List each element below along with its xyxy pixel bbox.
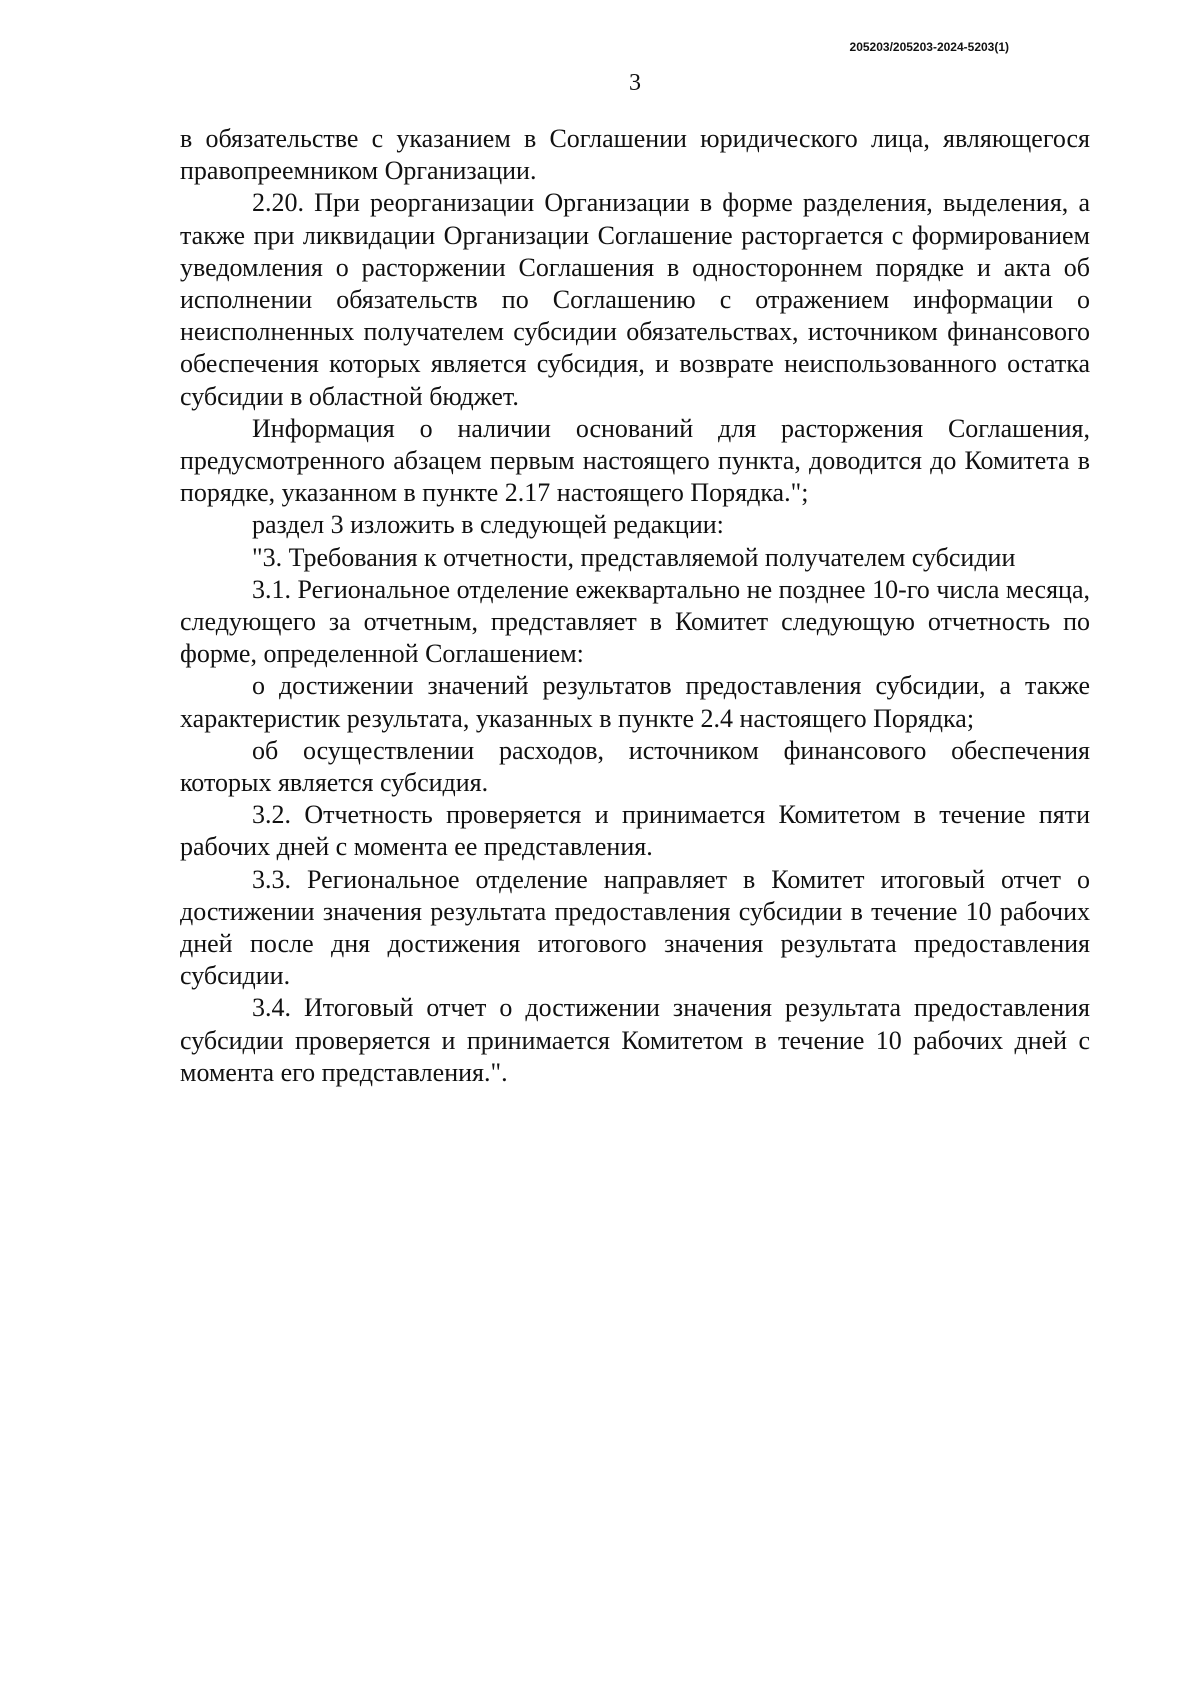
paragraph-3-2: 3.2. Отчетность проверяется и принимается Комитетом в течение пяти рабочих дней с момента ее представления. [180, 800, 1090, 862]
paragraph-3-3: 3.3. Региональное отделение направляет в Комитет итоговый отчет о достижении значения результата предоставления субсидии в течение 10 рабочих дней после дня достижения итогового значения результата предоставления субсидии. [180, 864, 1090, 991]
paragraph-3-4: 3.4. Итоговый отчет о достижении значения результата предоставления субсидии проверяется и принимается Комитетом в течение 10 рабочих дней с момента его представления.". [180, 993, 1090, 1087]
paragraph-2-20: 2.20. При реорганизации Организации в форме разделения, выделения, а также при ликвидации Организации Соглашение расторгается с формированием уведомления о расторжении Соглашения в одностороннем порядке и акта об исполнении обязательств по Соглашению с отражением информации о неисполненных получателем субсидии обязательствах, источником финансового обеспечения которых является субсидия, и возврате неиспользованного остатка субсидии в областной бюджет. [180, 188, 1090, 411]
paragraph-continuation: в обязательстве с указанием в Соглашении юридического лица, являющегося правопреемником Организации. [180, 124, 1090, 186]
paragraph-3-1-item-1: о достижении значений результатов предоставления субсидии, а также характеристик результата, указанных в пункте 2.4 настоящего Порядка; [180, 671, 1090, 733]
document-id: 205203/205203-2024-5203(1) [849, 40, 1009, 54]
page-number: 3 [629, 70, 641, 96]
paragraph-3-1: 3.1. Региональное отделение ежеквартально не позднее 10-го числа месяца, следующего за отчетным, представляет в Комитет следующую отчетность по форме, определенной Соглашением: [180, 574, 1090, 669]
paragraph-3-1-item-2: об осуществлении расходов, источником финансового обеспечения которых является субсидия. [180, 735, 1090, 798]
document-body [180, 123, 1090, 1089]
paragraph-section-3-intro: раздел 3 изложить в следующей редакции: [252, 510, 724, 540]
paragraph-information: Информация о наличии оснований для расторжения Соглашения, предусмотренного абзацем первым настоящего пункта, доводится до Комитета в порядке, указанном в пункте 2.17 настоящего Порядка."; [180, 413, 1090, 508]
section-3-heading: "3. Требования к отчетности, представляемой получателем субсидии [252, 542, 1016, 572]
